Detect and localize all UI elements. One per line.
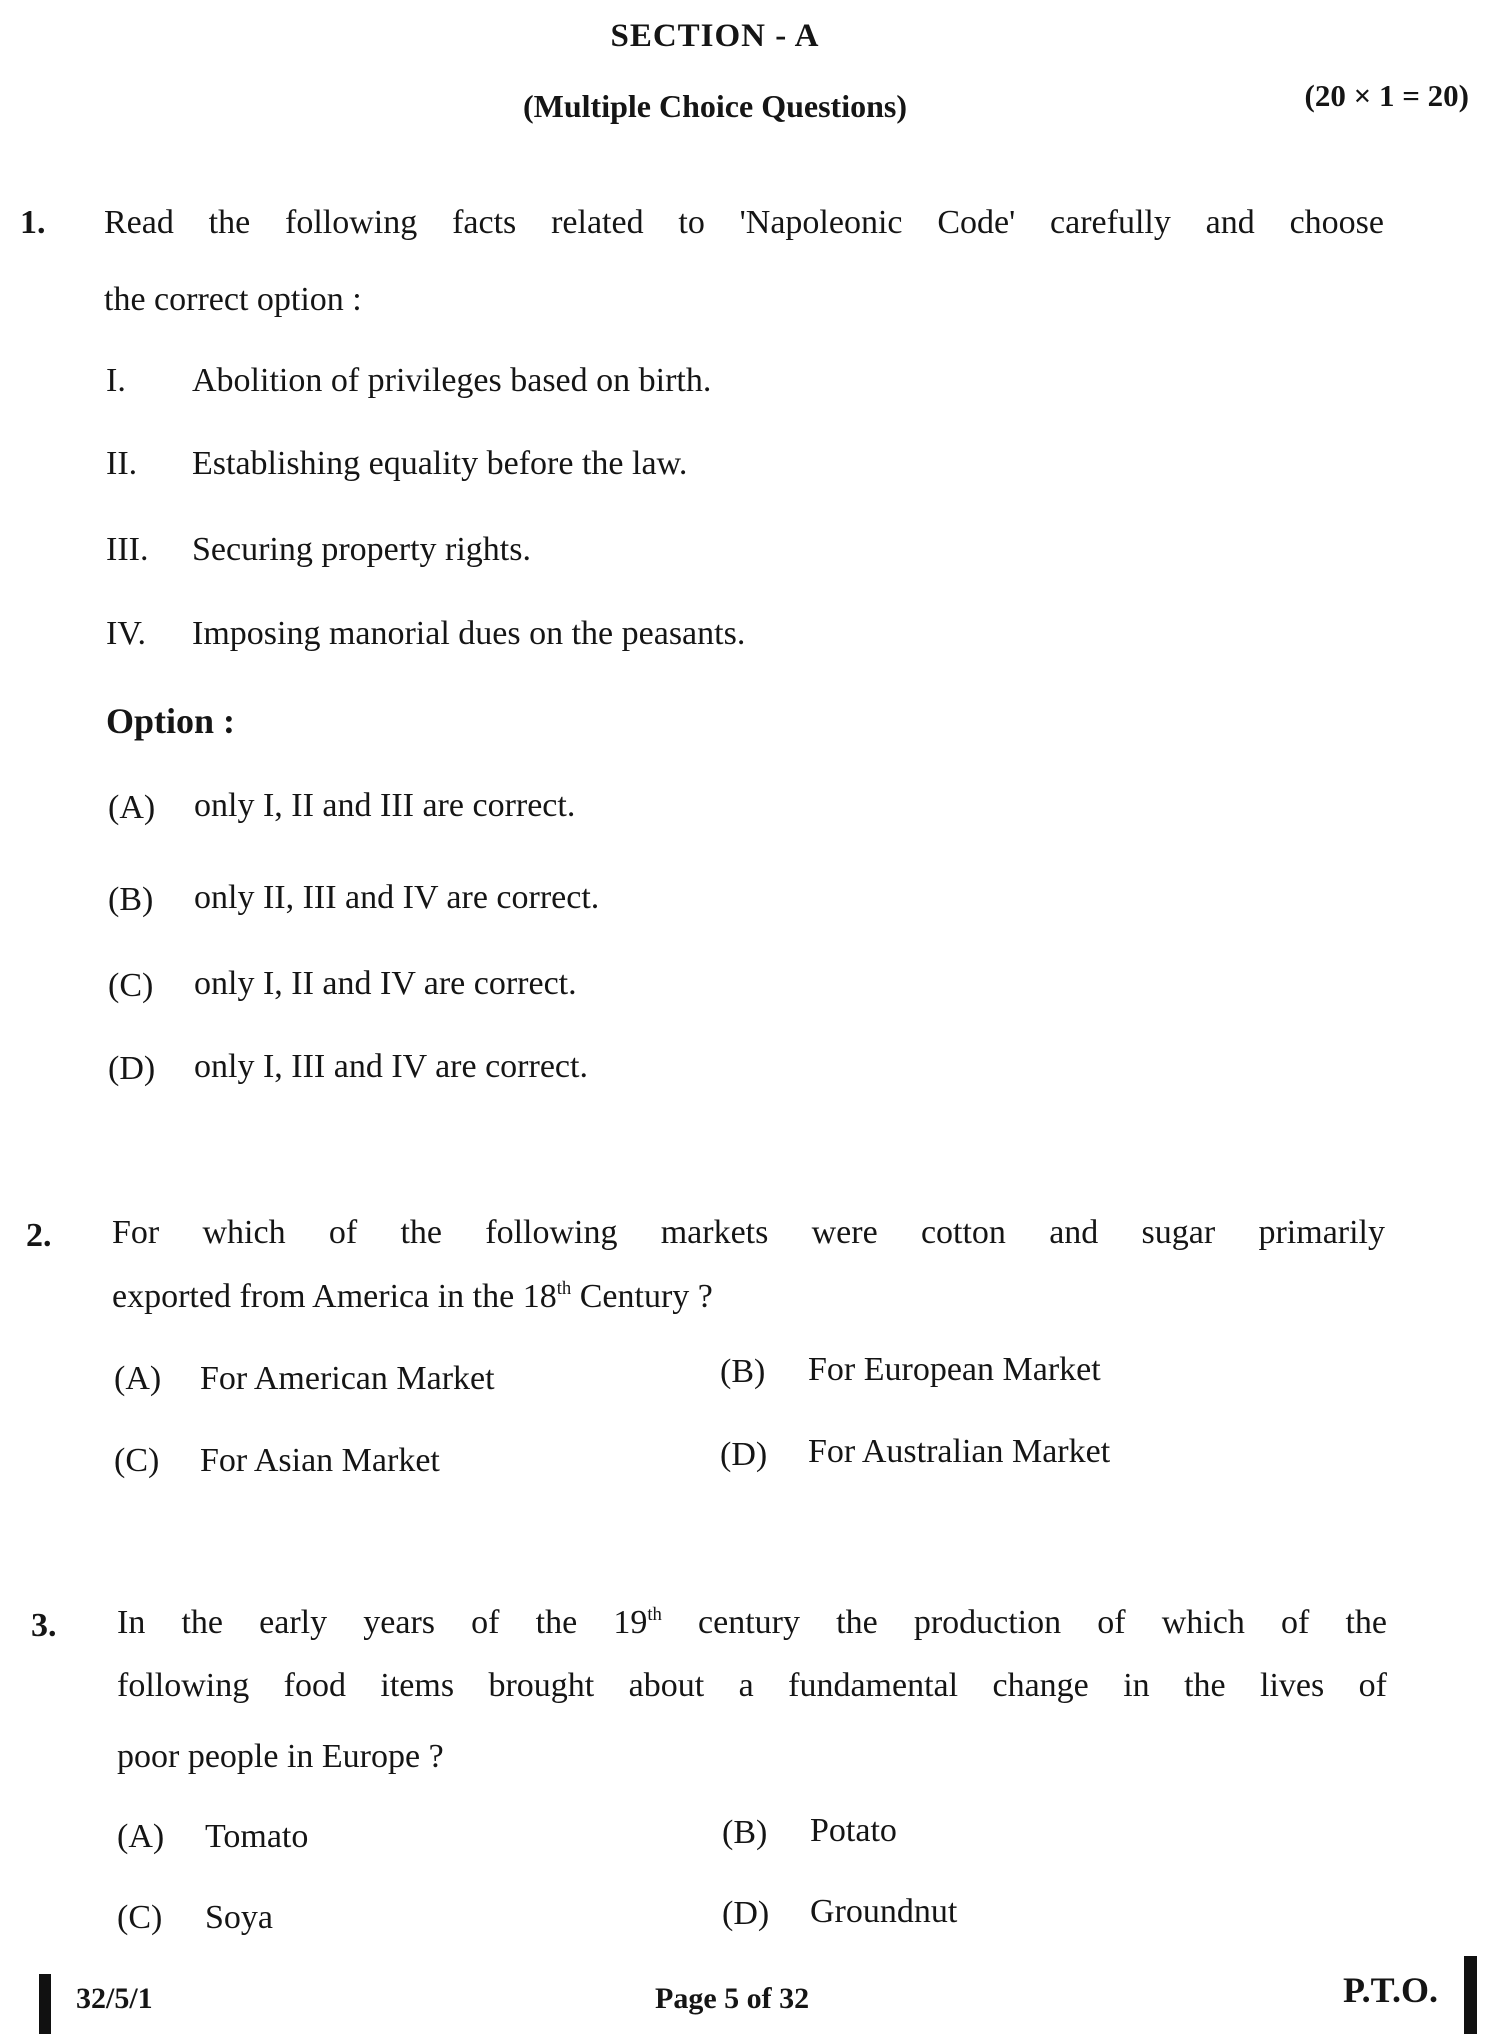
section-title: SECTION - A	[610, 18, 820, 54]
text-part: exported from America in the 18	[112, 1278, 557, 1315]
option-heading: Option :	[106, 701, 236, 741]
paper-code: 32/5/1	[76, 1982, 153, 2015]
option-c: For Asian Market	[200, 1442, 440, 1479]
question-text: the correct option :	[104, 281, 362, 318]
text-part: In the early years of the 19	[117, 1604, 648, 1641]
statement-text: Imposing manorial dues on the peasants.	[192, 615, 746, 652]
option-label: (C)	[114, 1442, 160, 1479]
statement-number: II.	[106, 445, 138, 482]
page-number: Page 5 of 32	[655, 1982, 810, 2015]
footer-left-bar	[39, 1974, 51, 2034]
option-label: (B)	[720, 1353, 766, 1390]
section-subtitle: (Multiple Choice Questions)	[523, 88, 907, 124]
question-text: For which of the following markets were cotton and sugar primarily	[112, 1214, 1385, 1251]
question-text	[112, 1277, 713, 1317]
option-b: only II, III and IV are correct.	[194, 879, 600, 916]
superscript: th	[647, 1603, 662, 1625]
option-d: only I, III and IV are correct.	[194, 1048, 588, 1085]
option-a: For American Market	[200, 1360, 495, 1397]
question-text: following food items brought about a fundamental change in the lives of	[117, 1667, 1387, 1704]
option-c: only I, II and IV are correct.	[194, 965, 577, 1002]
option-label: (D)	[108, 1050, 156, 1087]
option-b: Potato	[810, 1812, 897, 1849]
question-number: 3.	[31, 1607, 57, 1644]
statement-text: Abolition of privileges based on birth.	[192, 362, 712, 399]
pto-label: P.T.O.	[1343, 1970, 1439, 2010]
question-number: 1.	[20, 204, 46, 241]
question-text: poor people in Europe ?	[117, 1738, 444, 1775]
statement-text: Establishing equality before the law.	[192, 445, 688, 482]
question-text	[117, 1603, 1387, 1643]
option-label: (C)	[108, 967, 154, 1004]
text-part: century the production of which of the	[661, 1604, 1388, 1641]
option-b: For European Market	[808, 1351, 1101, 1388]
option-a: only I, II and III are correct.	[194, 787, 576, 824]
option-label: (A)	[114, 1360, 162, 1397]
statement-number: I.	[106, 362, 126, 399]
option-label: (D)	[720, 1436, 768, 1473]
statement-number: III.	[106, 531, 149, 568]
footer-right-bar	[1464, 1956, 1477, 2034]
text-part: Century ?	[571, 1278, 713, 1315]
option-label: (A)	[117, 1818, 165, 1855]
option-d: Groundnut	[810, 1893, 958, 1930]
option-label: (B)	[108, 881, 154, 918]
option-label: (D)	[722, 1895, 770, 1932]
question-text: Read the following facts related to 'Napoleonic Code' carefully and choose	[104, 204, 1384, 241]
option-a: Tomato	[205, 1818, 309, 1855]
option-label: (A)	[108, 789, 156, 826]
option-label: (C)	[117, 1899, 163, 1936]
statement-text: Securing property rights.	[192, 531, 531, 568]
question-number: 2.	[26, 1217, 52, 1254]
option-c: Soya	[205, 1899, 273, 1936]
statement-number: IV.	[106, 615, 146, 652]
option-label: (B)	[722, 1814, 768, 1851]
superscript: th	[556, 1277, 572, 1299]
marks-allocation: (20 × 1 = 20)	[1304, 78, 1469, 113]
option-d: For Australian Market	[808, 1433, 1111, 1470]
